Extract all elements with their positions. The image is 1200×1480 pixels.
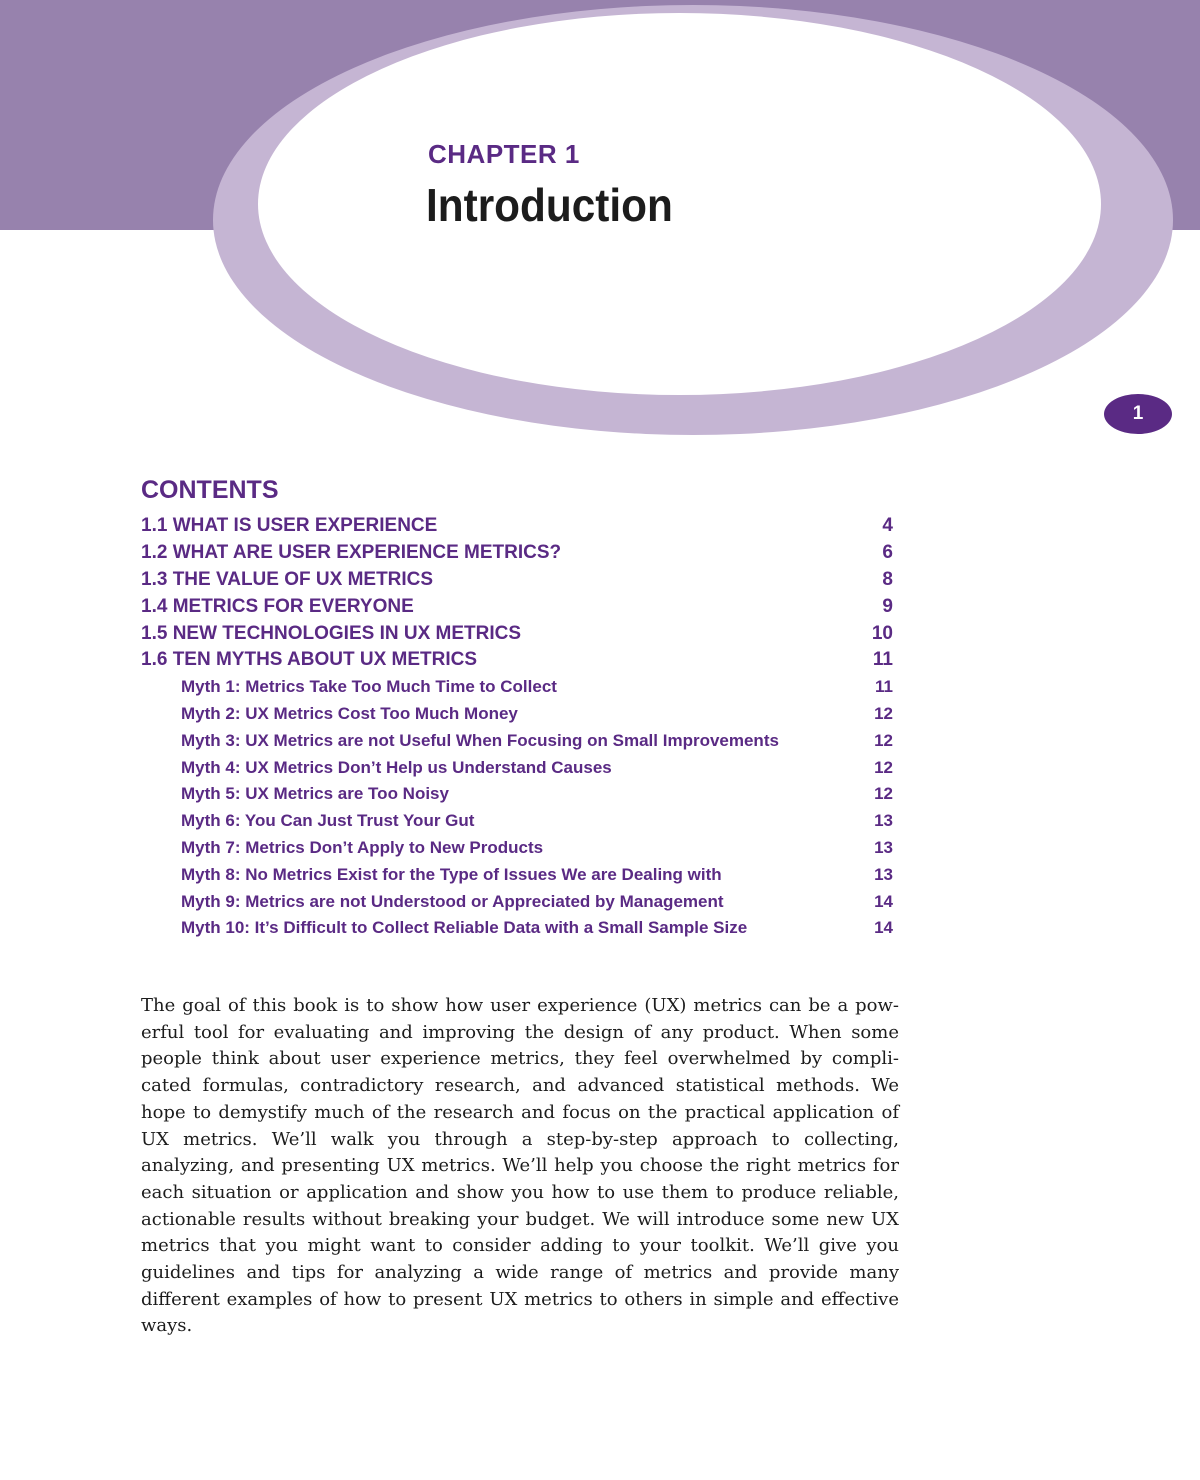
toc-entry-title: 1.6 TEN MYTHS ABOUT UX METRICS xyxy=(141,649,478,671)
toc-entry-page: 6 xyxy=(882,542,893,564)
toc-entry-title: 1.4 METRICS FOR EVERYONE xyxy=(141,595,414,617)
toc-entry-page: 13 xyxy=(874,837,893,857)
toc-entry-title: 1.5 NEW TECHNOLOGIES IN UX METRICS xyxy=(141,622,522,644)
toc-section-entry xyxy=(141,593,893,620)
toc-section-entry xyxy=(141,647,893,674)
toc-section-entry xyxy=(141,567,893,594)
toc-section-entry xyxy=(141,620,893,647)
toc-entry-title: 1.2 WHAT ARE USER EXPERIENCE METRICS? xyxy=(141,542,562,564)
toc-entry-title: Myth 7: Metrics Don’t Apply to New Products xyxy=(181,837,544,857)
toc-subsection-entry xyxy=(141,888,893,915)
toc-entry-title: Myth 4: UX Metrics Don’t Help us Understand Causes xyxy=(181,757,612,777)
toc-entry-page: 12 xyxy=(874,703,893,723)
toc-entry-page: 4 xyxy=(882,515,893,537)
toc-entry-title: 1.3 THE VALUE OF UX METRICS xyxy=(141,568,434,590)
toc-entry-title: Myth 1: Metrics Take Too Much Time to Collect xyxy=(181,677,557,697)
toc-entry-title: Myth 5: UX Metrics are Too Noisy xyxy=(181,784,449,804)
toc-entry-page: 14 xyxy=(874,891,893,911)
toc-entry-page: 12 xyxy=(874,784,893,804)
page-number-badge xyxy=(1104,394,1172,434)
toc-entry-page: 11 xyxy=(875,677,893,697)
toc-entry-page: 10 xyxy=(871,622,893,644)
toc-entry-page: 13 xyxy=(874,864,893,884)
toc-entry-title: Myth 10: It’s Difficult to Collect Reliable Data with a Small Sample Size xyxy=(181,918,748,938)
toc-section-entry xyxy=(141,540,893,567)
toc-entry-page: 11 xyxy=(872,649,893,671)
toc-subsection-entry xyxy=(141,781,893,808)
toc-entry-title: Myth 6: You Can Just Trust Your Gut xyxy=(181,811,475,831)
toc-entry-title: Myth 8: No Metrics Exist for the Type of Issues We are Dealing with xyxy=(181,864,722,884)
toc-entry-page: 12 xyxy=(874,757,893,777)
toc-section-entry xyxy=(141,513,893,540)
page-number: 1 xyxy=(1132,403,1144,424)
toc-entry-title: 1.1 WHAT IS USER EXPERIENCE xyxy=(141,515,438,537)
chapter-label: CHAPTER 1 xyxy=(428,139,580,169)
toc-entry-page: 9 xyxy=(882,595,893,617)
header-ellipse-center xyxy=(258,13,1101,395)
toc-entry-title: Myth 9: Metrics are not Understood or Appreciated by Management xyxy=(181,891,724,911)
toc-subsection-entry xyxy=(141,861,893,888)
intro-paragraph: The goal of this book is to show how user experience (UX) metrics can be a powerful tool for evaluating and improving the design of any product. When some people think about user experience metrics, they feel overwhelmed by complicated formulas, contradictory research, and advanced statistical methods. We hope to demystify much of the research and focus on the practical application of UX metrics. We’ll walk you through a step-by-step approach to collecting, analyzing, and presenting UX metrics. We’ll help you choose the right metrics for each situation or application and show you how to use them to produce reliable, actionable results without breaking your budget. We will introduce some new UX metrics that you might want to consider adding to your toolkit. We’ll give you guidelines and tips for analyzing a wide range of metrics and provide many different examples of how to present UX metrics to others in simple and effective ways. xyxy=(141,995,899,1337)
toc-subsection-entry xyxy=(141,835,893,862)
toc-entry-title: Myth 3: UX Metrics are not Useful When Focusing on Small Improvements xyxy=(181,730,779,750)
toc-subsection-entry xyxy=(141,701,893,728)
toc-entry-title: Myth 2: UX Metrics Cost Too Much Money xyxy=(181,703,518,723)
toc-entry-page: 12 xyxy=(874,730,893,750)
toc-entry-page: 8 xyxy=(882,568,893,590)
contents-heading: CONTENTS xyxy=(141,476,279,504)
table-of-contents xyxy=(141,513,893,942)
toc-subsection-entry xyxy=(141,727,893,754)
toc-subsection-entry xyxy=(141,808,893,835)
chapter-title: Introduction xyxy=(426,179,673,231)
toc-entry-page: 14 xyxy=(874,918,893,938)
toc-subsection-entry xyxy=(141,915,893,942)
toc-subsection-entry xyxy=(141,674,893,701)
toc-subsection-entry xyxy=(141,754,893,781)
toc-entry-page: 13 xyxy=(874,811,893,831)
